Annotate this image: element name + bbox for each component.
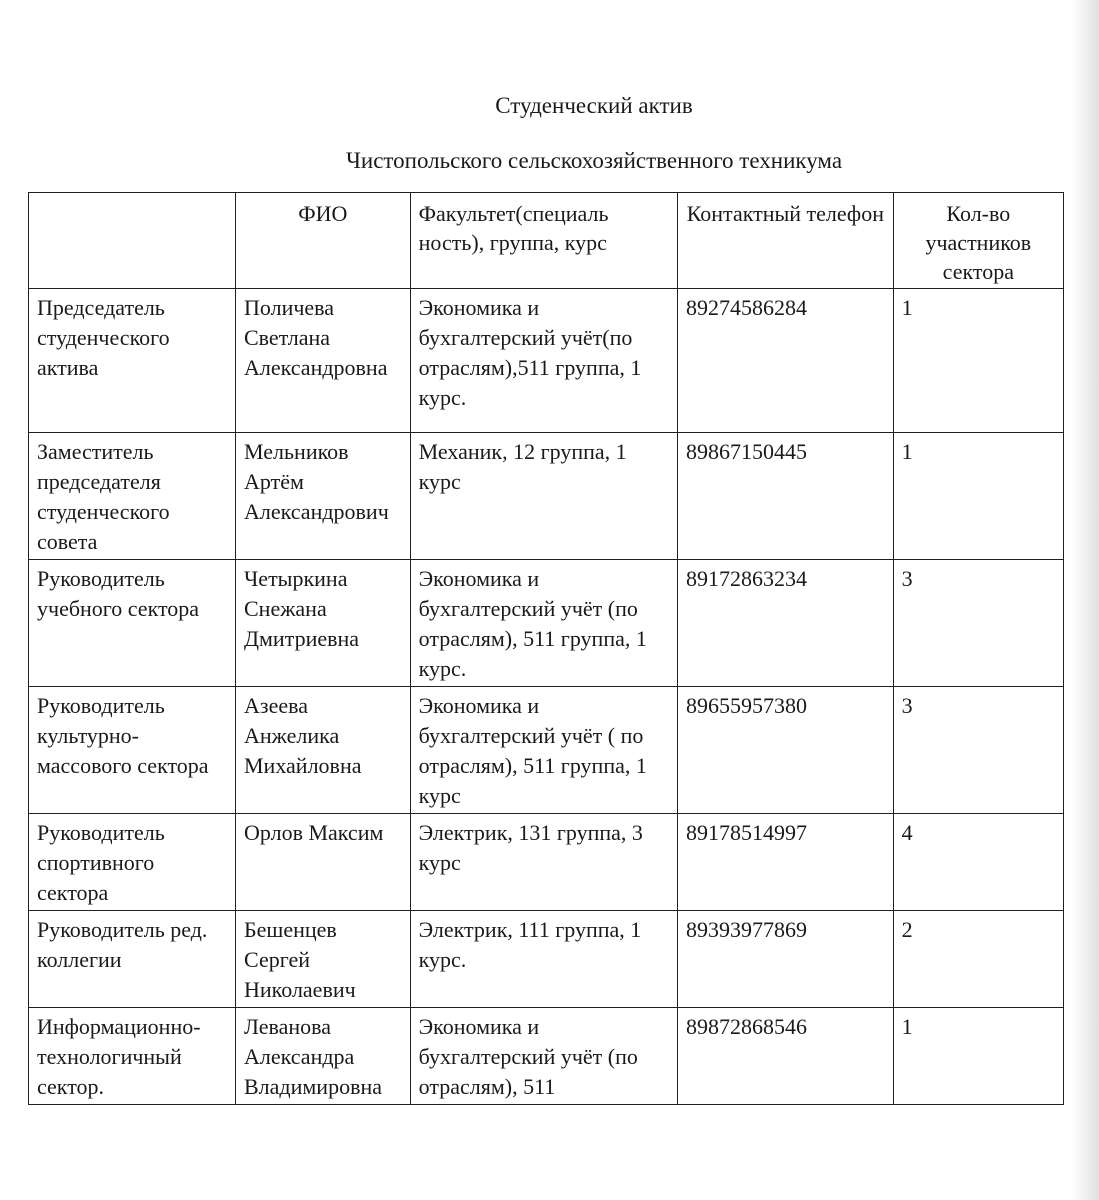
cell-role: Руководитель культурно-массового сектора <box>29 687 236 814</box>
cell-faculty: Экономика и бухгалтерский учёт(по отраслям),511 группа, 1 курс. <box>410 289 677 433</box>
cell-role: Заместитель председателя студенческого совета <box>29 433 236 560</box>
cell-count: 3 <box>893 560 1063 687</box>
cell-faculty: Экономика и бухгалтерский учёт ( по отраслям), 511 группа, 1 курс <box>410 687 677 814</box>
cell-fio: Мельников Артём Александрович <box>236 433 411 560</box>
cell-count: 1 <box>893 289 1063 433</box>
cell-phone: 89393977869 <box>678 911 894 1008</box>
table-row <box>29 1008 1064 1105</box>
cell-phone: 89178514997 <box>678 814 894 911</box>
cell-phone: 89867150445 <box>678 433 894 560</box>
cell-count: 1 <box>893 433 1063 560</box>
cell-role: Руководитель ред. коллегии <box>29 911 236 1008</box>
header-role <box>29 193 236 289</box>
cell-count: 4 <box>893 814 1063 911</box>
table-row <box>29 289 1064 433</box>
cell-fio: Леванова Александра Владимировна <box>236 1008 411 1105</box>
table-row <box>29 814 1064 911</box>
cell-fio: Азеева Анжелика Михайловна <box>236 687 411 814</box>
cell-phone: 89655957380 <box>678 687 894 814</box>
table-row <box>29 433 1064 560</box>
cell-role: Информационно-технологичный сектор. <box>29 1008 236 1105</box>
cell-fio: Бешенцев Сергей Николаевич <box>236 911 411 1008</box>
table-row <box>29 911 1064 1008</box>
cell-faculty: Экономика и бухгалтерский учёт (по отраслям), 511 группа, 1 курс. <box>410 560 677 687</box>
header-faculty: Факультет(специаль ность), группа, курс <box>410 193 677 289</box>
cell-count: 1 <box>893 1008 1063 1105</box>
cell-phone: 89872868546 <box>678 1008 894 1105</box>
table-row <box>29 687 1064 814</box>
scan-edge-shadow <box>1071 0 1099 1200</box>
cell-fio: Орлов Максим <box>236 814 411 911</box>
table-row <box>29 560 1064 687</box>
cell-count: 3 <box>893 687 1063 814</box>
header-fio: ФИО <box>236 193 411 289</box>
cell-role: Руководитель учебного сектора <box>29 560 236 687</box>
cell-count: 2 <box>893 911 1063 1008</box>
header-phone: Контактный телефон <box>678 193 894 289</box>
document-subtitle: Чистопольского сельскохозяйственного техникума <box>345 148 843 173</box>
cell-faculty: Электрик, 111 группа, 1 курс. <box>410 911 677 1008</box>
document-title: Студенческий актив <box>495 93 693 118</box>
header-count: Кол-во участников сектора <box>893 193 1063 289</box>
cell-fio: Четыркина Снежана Дмитриевна <box>236 560 411 687</box>
cell-faculty: Механик, 12 группа, 1 курс <box>410 433 677 560</box>
cell-fio: Поличева Светлана Александровна <box>236 289 411 433</box>
cell-faculty: Экономика и бухгалтерский учёт (по отраслям), 511 <box>410 1008 677 1105</box>
cell-role: Председатель студенческого актива <box>29 289 236 433</box>
student-activists-table <box>28 192 1064 1105</box>
table-header-row <box>29 193 1064 289</box>
cell-phone: 89274586284 <box>678 289 894 433</box>
cell-phone: 89172863234 <box>678 560 894 687</box>
cell-faculty: Электрик, 131 группа, 3 курс <box>410 814 677 911</box>
cell-role: Руководитель спортивного сектора <box>29 814 236 911</box>
